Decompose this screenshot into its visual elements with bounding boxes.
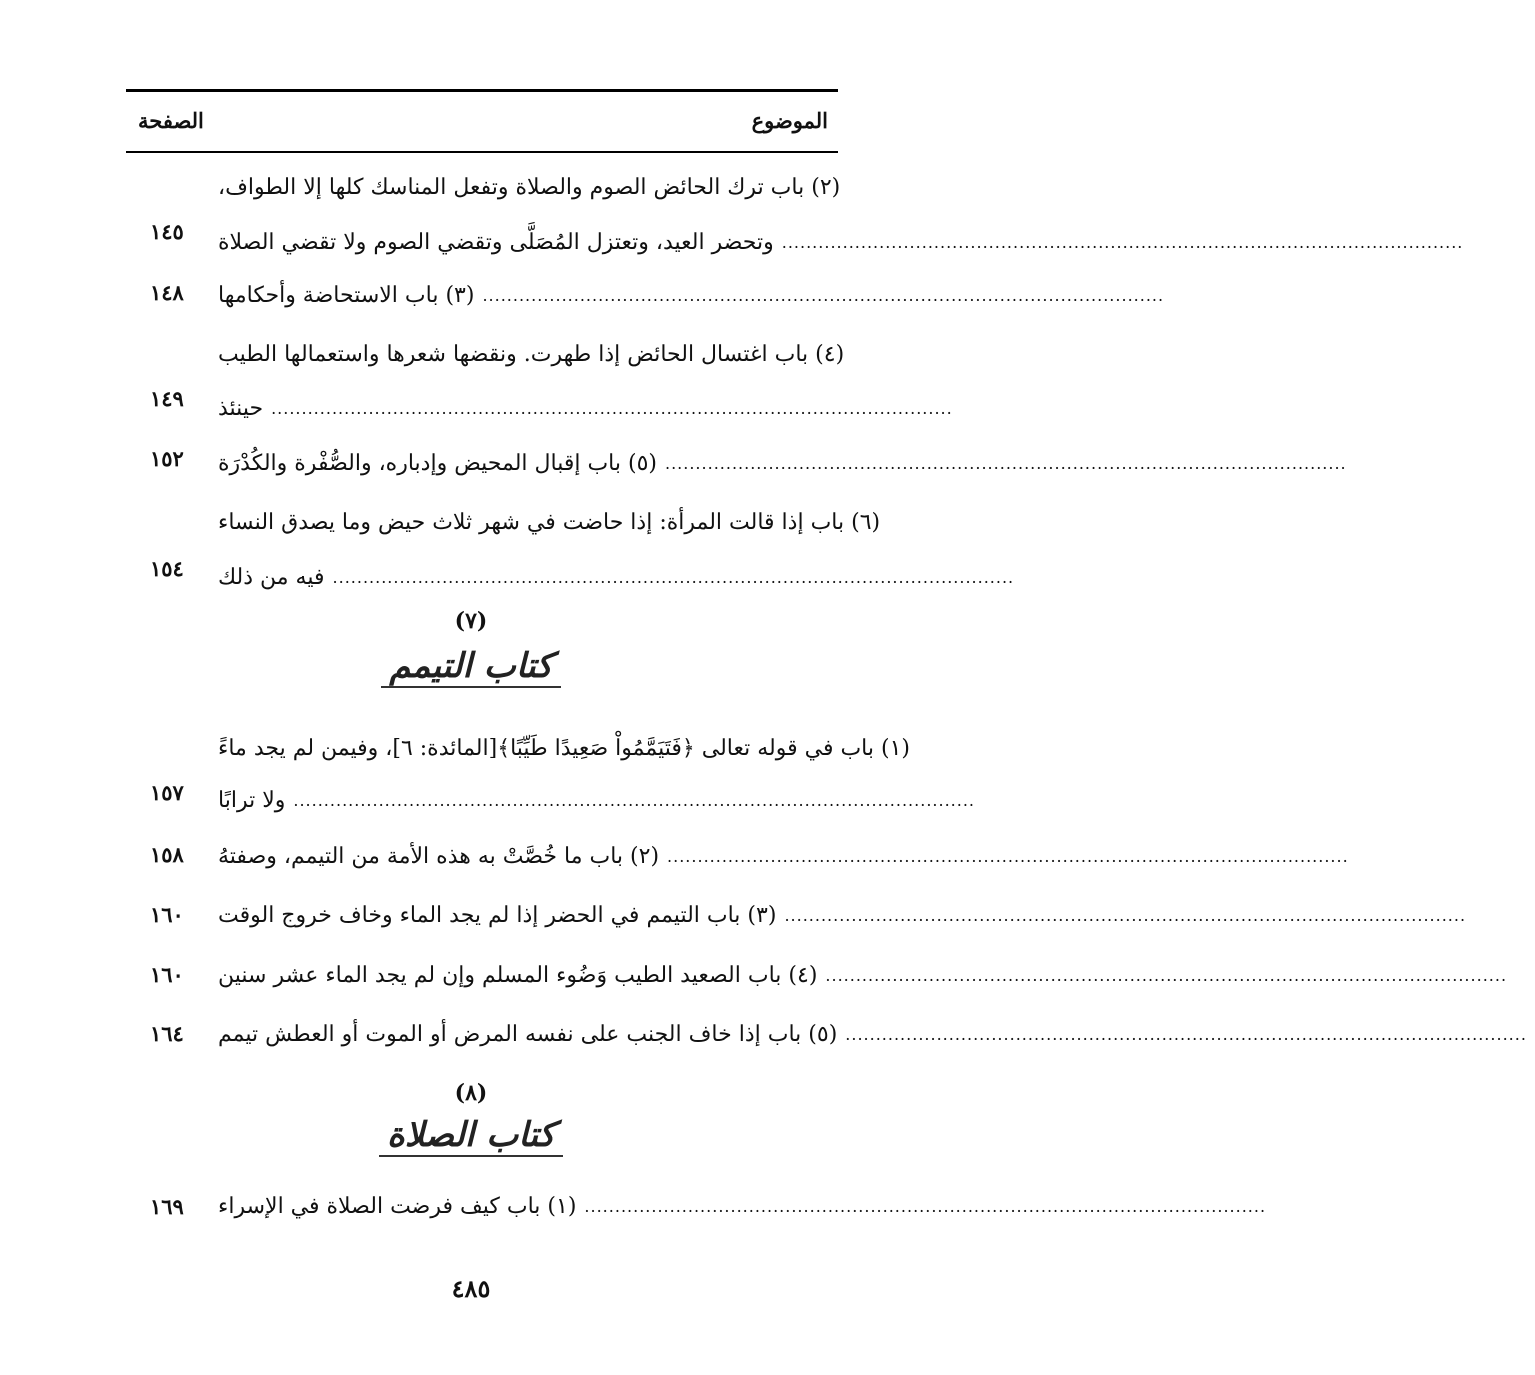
entry-page-number: ١٥٤ (150, 556, 184, 581)
entry-page-number: ١٤٨ (150, 280, 184, 305)
entry-page-number: ١٦٠ (150, 902, 184, 927)
dot-leader: ................................................................................................................ (665, 453, 1347, 473)
entry-page-number: ١٤٥ (150, 219, 184, 244)
entry-text: (٥) باب إذا خاف الجنب على نفسه المرض أو الموت أو العطش تيمم (218, 1021, 838, 1047)
page-column-header: الصفحة (138, 108, 204, 133)
entry-text: (٢) باب ما خُصَّتْ به هذه الأمة من التيمم، وصفتهُ (218, 843, 660, 869)
entry-text: (٣) باب الاستحاضة وأحكامها (218, 282, 475, 308)
entry-text: (٦) باب إذا قالت المرأة: إذا حاضت في شهر ثلاث حيض وما يصدق النساء (218, 509, 881, 535)
entry-page-number: ١٦٤ (150, 1021, 184, 1046)
dot-leader: ................................................................................................................ (482, 285, 1165, 305)
chapter-title-text: كتاب الصلاة (379, 1115, 563, 1157)
entry-page-number: ١٦٠ (150, 962, 184, 987)
dot-leader: ................................................................................................................ (781, 232, 1464, 252)
dot-leader: ................................................................................................................ (293, 790, 975, 810)
chapter-title-calligraphy (0, 1115, 942, 1155)
dot-leader: ................................................................................................................ (784, 905, 1467, 925)
chapter-title-calligraphy (0, 646, 942, 686)
entry-text: (٢) باب ترك الحائض الصوم والصلاة وتفعل المناسك كلها إلا الطواف، (218, 174, 841, 200)
entry-text: فيه من ذلك (218, 564, 325, 590)
entry-text: (١) باب في قوله تعالى ﴿فَتَيَمَّمُواْ صَعِيدًا طَيِّبًا﴾[المائدة: ٦]، وفيمن لم يجد ماءً (218, 735, 910, 761)
entry-page-number: ١٦٩ (150, 1194, 184, 1219)
entry-text: (٤) باب الصعيد الطيب وَضُوء المسلم وإن لم يجد الماء عشر سنين (218, 962, 818, 988)
dot-leader: ................................................................................................................ (845, 1024, 1527, 1044)
dot-leader: ................................................................................................................ (271, 398, 953, 418)
entry-text: حينئذ (218, 395, 264, 421)
dot-leader: ................................................................................................................ (332, 567, 1015, 587)
entry-text: (٥) باب إقبال المحيض وإدباره، والصُّفْرة والكُدْرَة (218, 450, 657, 476)
entry-page-number: ١٥٨ (150, 842, 184, 867)
entry-page-number: ١٤٩ (150, 386, 184, 411)
dot-leader: ................................................................................................................ (584, 1196, 1267, 1216)
chapter-title-text: كتاب التيمم (381, 646, 560, 688)
entry-page-number: ١٥٧ (150, 780, 184, 805)
entry-text: (٤) باب اغتسال الحائض إذا طهرت. ونقضها شعرها واستعمالها الطيب (218, 341, 845, 367)
header-bottom-rule (126, 151, 838, 153)
footer-page-number: ٤٨٥ (451, 1274, 491, 1303)
chapter-number: (٧) (454, 608, 488, 634)
entry-text: (٣) باب التيمم في الحضر إذا لم يجد الماء وخاف خروج الوقت (218, 902, 777, 928)
entry-text: وتحضر العيد، وتعتزل المُصَلَّى وتقضي الصوم ولا تقضي الصلاة (218, 229, 774, 255)
dot-leader: ................................................................................................................ (825, 965, 1508, 985)
header-top-rule (126, 89, 838, 92)
chapter-number: (٨) (454, 1080, 488, 1106)
topic-column-header: الموضوع (751, 108, 828, 133)
entry-page-number: ١٥٢ (150, 446, 184, 471)
entry-text: (١) باب كيف فرضت الصلاة في الإسراء (218, 1193, 577, 1219)
entry-text: ولا ترابًا (218, 787, 286, 813)
dot-leader: ................................................................................................................ (667, 846, 1349, 866)
